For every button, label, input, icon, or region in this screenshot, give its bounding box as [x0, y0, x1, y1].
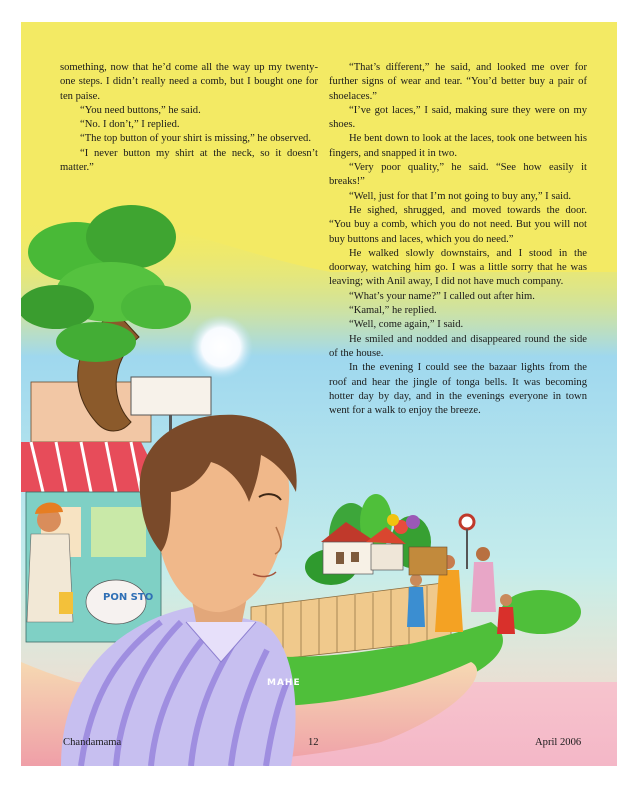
billboard [131, 377, 211, 415]
paragraph: “You need buttons,” he said. [80, 104, 201, 116]
paragraph: “That’s different,” he said, and looked me over for further signs of wear and tear. “You’d better buy a pair of shoelaces.” [329, 62, 587, 102]
paragraph: He walked slowly downstairs, and I stood in the doorway, watching him go. I was a little sorry that he was leaving; with Anil away, I did not have much company. [329, 247, 587, 288]
paragraph: He sighed, shrugged, and moved towards the door. “You buy a comb, which you do not need. But you will not buy buttons and laces, which you do need.” [329, 204, 587, 245]
paragraph: “I’ve got laces,” I said, making sure they were on my shoes. [329, 104, 587, 131]
paragraph: He smiled and nodded and disappeared round the side of the house. [329, 333, 587, 359]
page-number: 12 [308, 737, 319, 748]
issue-date: April 2006 [535, 737, 582, 748]
left-text-column [60, 61, 318, 175]
paragraph: In the evening I could see the bazaar lights from the roof and hear the jingle of tonga bells. It was becoming hotter day by day, and in the evenings everyone in town went for a walk to enjoy the breeze. [329, 362, 587, 417]
shop-sign-text: PON STO [103, 592, 154, 603]
paragraph: “I never button my shirt at the neck, so it doesn’t matter.” [60, 147, 318, 174]
right-text-column [329, 61, 587, 418]
paragraph: “Very poor quality,” he said. “See how easily it breaks!” [329, 162, 587, 188]
paragraph: “No. I don’t,” I replied. [80, 119, 180, 131]
paragraph: He bent down to look at the laces, took one between his fingers, and snapped it in two. [329, 133, 587, 159]
paragraph: “Kamal,” he replied. [349, 305, 437, 317]
sun [189, 315, 253, 379]
paragraph: “What’s your name?” I called out after him. [349, 290, 535, 302]
paragraph: “The top button of your shirt is missing,” he observed. [80, 133, 311, 145]
magazine-name: Chandamama [63, 737, 122, 748]
paragraph: “Well, come again,” I said. [349, 319, 464, 331]
magazine-page [21, 22, 617, 766]
paragraph: something, now that he’d come all the way up my twenty-one steps. I didn’t really need a comb, but I bought one for ten paise. [60, 62, 318, 102]
artist-signature: MAHE [267, 678, 301, 688]
paragraph: “Well, just for that I’m not going to buy any,” I said. [349, 190, 572, 202]
